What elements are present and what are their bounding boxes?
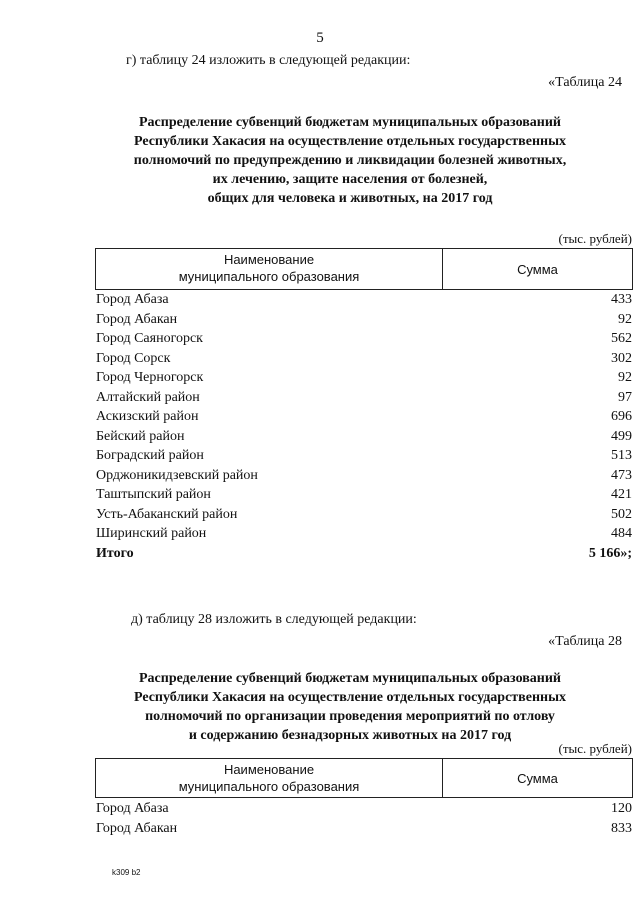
table-row [96, 446, 632, 466]
row-name: Усть-Абаканский район [96, 506, 238, 522]
row-value: 484 [611, 526, 632, 541]
table-total-row [96, 544, 632, 564]
column-header-name-line: муниципального образования [178, 269, 360, 284]
table-row [96, 310, 632, 330]
table-24-label: «Таблица 24 [548, 75, 622, 90]
table-row [96, 329, 632, 349]
row-value: 499 [611, 428, 632, 444]
instruction-table-24: г) таблицу 24 изложить в следующей редакции: [126, 53, 411, 68]
table-row [96, 819, 632, 839]
total-label: Итого [96, 545, 134, 561]
row-value: 473 [611, 467, 632, 483]
row-name: Город Абакан [96, 820, 178, 836]
table-28-label: «Таблица 28 [548, 634, 622, 649]
row-value: 513 [611, 448, 632, 463]
table-28-title [90, 669, 610, 745]
table-24-body [96, 290, 632, 563]
row-name: Боградский район [96, 448, 204, 463]
row-name: Город Абакан [96, 311, 178, 327]
column-header-name-line: Наименование [223, 762, 315, 777]
table-row [96, 505, 632, 525]
units-label: (тыс. рублей) [558, 741, 632, 756]
row-value: 421 [611, 487, 632, 502]
title-line: общих для человека и животных, на 2017 год [207, 191, 493, 206]
row-name: Город Сорск [96, 350, 171, 366]
table-24-header [95, 248, 633, 290]
column-header-sum: Сумма [517, 770, 558, 786]
instruction-table-28: д) таблицу 28 изложить в следующей редакции: [131, 612, 417, 627]
row-value: 562 [611, 331, 632, 346]
table-row [96, 799, 632, 819]
table-24-title [90, 113, 610, 208]
table-28-header [95, 758, 633, 798]
table-row [96, 290, 632, 310]
row-value: 120 [611, 801, 632, 816]
title-line: Распределение субвенций бюджетам муниципальных образований [139, 115, 561, 130]
row-value: 92 [618, 311, 632, 327]
column-header-name-line: Наименование [223, 252, 315, 267]
title-line: полномочий по организации проведения мероприятий по отлову [145, 709, 555, 724]
title-line: Распределение субвенций бюджетам муниципальных образований [139, 671, 561, 686]
column-header-name [96, 759, 443, 797]
title-line: полномочий по предупреждению и ликвидации болезней животных, [133, 153, 567, 168]
column-header-sum: Сумма [517, 261, 558, 277]
units-label: (тыс. рублей) [558, 231, 632, 246]
column-header-name [96, 249, 443, 289]
row-value: 502 [611, 506, 632, 522]
footer-code: k309 b2 [112, 868, 141, 877]
title-line: Республики Хакасия на осуществление отдельных государственных [133, 134, 567, 149]
table-row [96, 388, 632, 408]
row-value: 302 [611, 350, 632, 366]
row-name: Город Черногорск [96, 370, 204, 385]
total-value: 5 166»; [588, 545, 632, 561]
table-row [96, 485, 632, 505]
row-value: 696 [611, 409, 632, 424]
row-name: Город Саяногорск [96, 331, 203, 346]
title-line: Республики Хакасия на осуществление отдельных государственных [133, 690, 567, 705]
row-name: Орджоникидзевский район [96, 467, 258, 483]
row-value: 433 [611, 292, 632, 307]
row-name: Алтайский район [96, 389, 200, 405]
column-header-name-line: муниципального образования [178, 779, 360, 794]
table-28-body [96, 799, 632, 838]
row-name: Город Абаза [96, 292, 169, 307]
table-row [96, 524, 632, 544]
row-name: Аскизский район [96, 409, 199, 424]
row-name: Город Абаза [96, 801, 169, 816]
row-value: 92 [618, 370, 632, 385]
table-row [96, 407, 632, 427]
row-name: Таштыпский район [96, 487, 211, 502]
title-line: и содержанию безнадзорных животных на 2017 год [188, 728, 512, 743]
table-row [96, 368, 632, 388]
table-row [96, 349, 632, 369]
row-value: 833 [611, 820, 632, 836]
row-name: Бейский район [96, 428, 185, 444]
row-value: 97 [618, 389, 632, 405]
row-name: Ширинский район [96, 526, 207, 541]
table-row [96, 466, 632, 486]
page-number: 5 [316, 30, 324, 46]
title-line: их лечению, защите населения от болезней, [212, 172, 488, 187]
table-row [96, 427, 632, 447]
